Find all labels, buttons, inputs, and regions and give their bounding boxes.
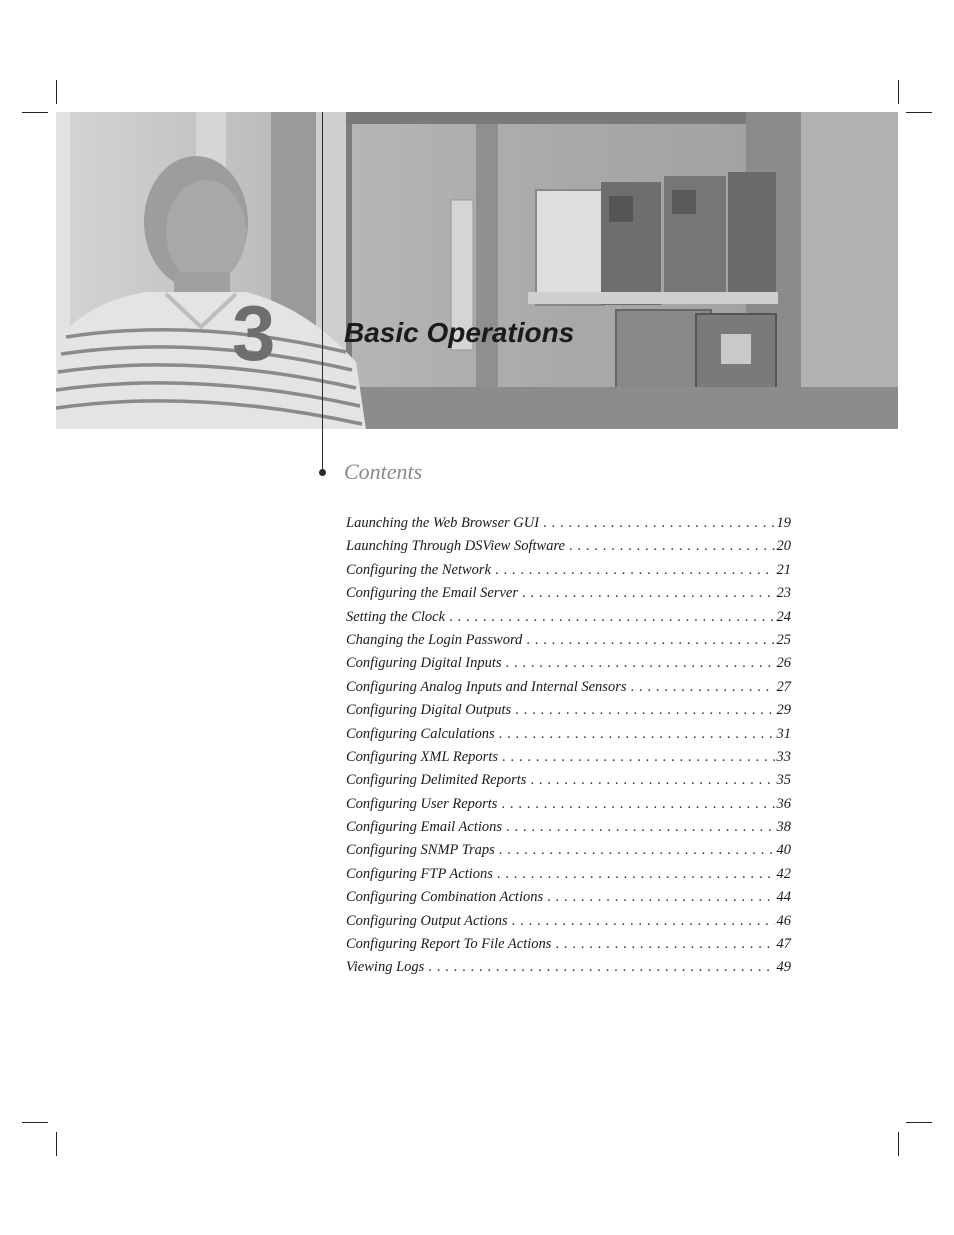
banner-illustration xyxy=(56,112,898,429)
toc-entry-leader-dots xyxy=(526,632,774,649)
toc-entry-page-number: 46 xyxy=(776,912,791,929)
toc-entry-page-number: 27 xyxy=(776,678,791,695)
toc-entry-leader-dots xyxy=(530,772,774,789)
toc-entry[interactable] xyxy=(346,819,791,842)
toc-entry-leader-dots xyxy=(506,819,774,836)
toc-entry-page-number: 47 xyxy=(776,936,791,953)
toc-entry-title: Configuring Output Actions xyxy=(346,912,508,929)
toc-entry[interactable] xyxy=(346,866,791,889)
toc-entry-page-number: 21 xyxy=(776,561,791,578)
toc-entry[interactable] xyxy=(346,515,791,538)
toc-entry-leader-dots xyxy=(501,796,774,813)
toc-entry-title: Configuring User Reports xyxy=(346,795,498,812)
toc-entry-page-number: 25 xyxy=(776,631,791,648)
toc-entry-leader-dots xyxy=(506,655,775,672)
toc-entry-leader-dots xyxy=(499,842,775,859)
toc-entry-title: Launching Through DSView Software xyxy=(346,538,565,555)
contents-heading: Contents xyxy=(344,459,423,484)
toc-entry[interactable] xyxy=(346,632,791,655)
chapter-banner-photo xyxy=(56,112,898,429)
toc-entry-page-number: 23 xyxy=(776,585,791,602)
toc-entry[interactable] xyxy=(346,749,791,772)
toc-entry-leader-dots xyxy=(569,538,775,555)
toc-entry-title: Configuring Calculations xyxy=(346,725,495,742)
toc-entry[interactable] xyxy=(346,585,791,608)
toc-entry[interactable] xyxy=(346,609,791,632)
toc-entry-page-number: 35 xyxy=(776,772,791,789)
toc-entry-page-number: 44 xyxy=(776,889,791,906)
toc-entry-page-number: 33 xyxy=(776,748,791,765)
crop-mark-top-right-h xyxy=(906,112,932,113)
toc-entry-page-number: 24 xyxy=(776,608,791,625)
toc-entry-page-number: 36 xyxy=(776,795,791,812)
table-of-contents xyxy=(346,515,791,983)
toc-entry-leader-dots xyxy=(495,562,775,579)
toc-entry-page-number: 31 xyxy=(776,725,791,742)
crop-mark-bottom-right-v xyxy=(898,1132,899,1156)
toc-entry-title: Setting the Clock xyxy=(346,608,446,625)
toc-entry-title: Changing the Login Password xyxy=(346,631,523,648)
toc-entry[interactable] xyxy=(346,796,791,819)
toc-entry-page-number: 40 xyxy=(776,842,791,859)
toc-entry[interactable] xyxy=(346,679,791,702)
toc-entry[interactable] xyxy=(346,562,791,585)
toc-entry-leader-dots xyxy=(515,702,774,719)
toc-entry-page-number: 26 xyxy=(776,655,791,672)
toc-entry-leader-dots xyxy=(512,913,775,930)
crop-mark-bottom-left-v xyxy=(56,1132,57,1156)
toc-entry-leader-dots xyxy=(547,889,774,906)
toc-entry-page-number: 20 xyxy=(776,538,791,555)
toc-entry[interactable] xyxy=(346,959,791,982)
toc-entry[interactable] xyxy=(346,936,791,959)
toc-entry-title: Configuring Report To File Actions xyxy=(346,936,552,953)
toc-entry-page-number: 49 xyxy=(776,959,791,976)
margin-rule xyxy=(322,112,323,472)
toc-entry-title: Configuring Email Actions xyxy=(346,819,503,836)
chapter-title: Basic Operations xyxy=(344,317,575,348)
toc-entry-leader-dots xyxy=(428,959,774,976)
toc-entry-title: Viewing Logs xyxy=(346,959,425,976)
crop-mark-bottom-left-h xyxy=(22,1122,48,1123)
toc-entry-title: Configuring the Network xyxy=(346,561,491,578)
toc-entry-leader-dots xyxy=(555,936,774,953)
toc-entry-leader-dots xyxy=(449,609,774,626)
margin-rule-bullet xyxy=(319,469,326,476)
toc-entry[interactable] xyxy=(346,538,791,561)
toc-entry[interactable] xyxy=(346,772,791,795)
toc-entry-leader-dots xyxy=(522,585,775,602)
toc-entry-title: Configuring the Email Server xyxy=(346,585,518,602)
crop-mark-bottom-right-h xyxy=(906,1122,932,1123)
toc-entry-title: Configuring FTP Actions xyxy=(346,865,493,882)
toc-entry-title: Configuring XML Reports xyxy=(346,748,498,765)
toc-entry-leader-dots xyxy=(499,726,775,743)
toc-entry-title: Configuring Delimited Reports xyxy=(346,772,527,789)
toc-entry[interactable] xyxy=(346,655,791,678)
toc-entry-leader-dots xyxy=(502,749,775,766)
crop-mark-top-right-v xyxy=(898,80,899,104)
crop-mark-top-left-v xyxy=(56,80,57,104)
toc-entry-title: Configuring Digital Outputs xyxy=(346,702,512,719)
toc-entry-title: Configuring Digital Inputs xyxy=(346,655,502,672)
toc-entry-page-number: 42 xyxy=(776,865,791,882)
toc-entry-page-number: 29 xyxy=(776,702,791,719)
toc-entry-title: Configuring SNMP Traps xyxy=(346,842,495,859)
toc-entry[interactable] xyxy=(346,726,791,749)
toc-entry[interactable] xyxy=(346,913,791,936)
chapter-number: 3 xyxy=(232,289,276,377)
toc-entry-title: Launching the Web Browser GUI xyxy=(346,515,540,531)
toc-entry[interactable] xyxy=(346,889,791,912)
toc-entry-leader-dots xyxy=(497,866,775,883)
toc-entry-title: Configuring Analog Inputs and Internal Sensors xyxy=(346,678,627,695)
toc-entry-leader-dots xyxy=(543,515,774,532)
toc-entry[interactable] xyxy=(346,702,791,725)
toc-entry-leader-dots xyxy=(630,679,774,696)
toc-entry-page-number: 19 xyxy=(776,515,791,531)
crop-mark-top-left-h xyxy=(22,112,48,113)
toc-entry-page-number: 38 xyxy=(776,819,791,836)
toc-entry-title: Configuring Combination Actions xyxy=(346,889,544,906)
toc-entry[interactable] xyxy=(346,842,791,865)
